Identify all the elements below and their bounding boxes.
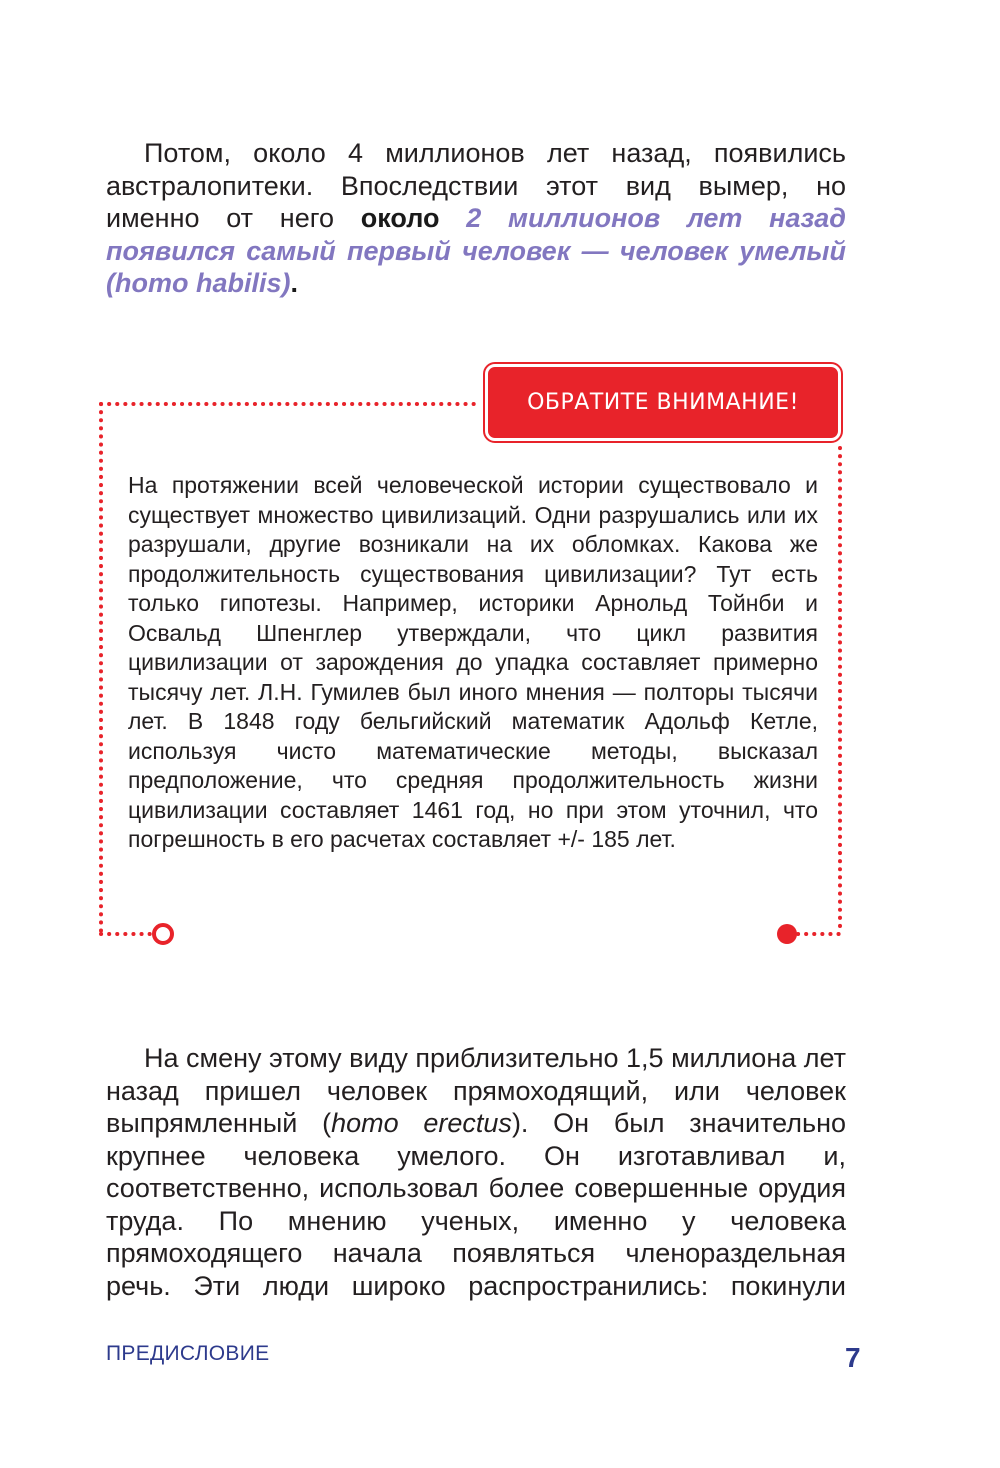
highlighted-fact: 2 миллионов лет назад появился самый первый человек — человек умелый (homo habilis) bbox=[106, 203, 846, 298]
paragraph-australopithecus bbox=[106, 137, 846, 300]
dot-marker bbox=[777, 924, 797, 944]
paragraph-text: На смену этому виду приблизительно 1,5 миллиона лет назад пришел человек прямоходящий, или человек выпрямленный ( bbox=[106, 1043, 846, 1138]
footer-section-title: ПРЕДИСЛОВИЕ bbox=[106, 1342, 270, 1365]
callout-title-badge bbox=[485, 364, 841, 441]
italic-term: homo erectus bbox=[331, 1108, 512, 1138]
ring-marker bbox=[154, 925, 172, 943]
callout-text: На протяжении всей человеческой истории существовало и существует множество цивилизаций. Одни разрушались или их разрушали, другие возникали на их обломках. Какова же продолжительность существования цивилизации? Тут есть только гипотезы. Например, историки Арнольд Тойнби и Освальд Шпенглер утверждали, что цикл развития цивилизации от зарождения до упадка составляет примерно тысячу лет. Л.Н. Гумилев был иного мнения — полторы тысячи лет. В 1848 году бельгийский математик Адольф Кетле, используя чисто математические методы, высказал предположение, что средняя продолжительность жизни цивилизации составляет 1461 год, но при этом уточнил, что погрешность в его расчетах составляет +/- 185 лет. bbox=[128, 472, 818, 852]
paragraph-text-end: ). Он был значительно крупнее человека умелого. Он изготавливал и, соответственно, использовал более совершенные орудия труда. По мнению ученых, именно у человека прямоходящего начала появляться членораздельная речь. Эти люди широко распространились: покинули bbox=[106, 1108, 847, 1301]
paragraph-homo-erectus bbox=[106, 1042, 846, 1302]
paragraph-end: . bbox=[290, 268, 299, 298]
page-number: 7 bbox=[845, 1342, 861, 1373]
bold-term: около bbox=[360, 203, 440, 233]
paragraph-text: Потом, около 4 миллионов лет назад, появились австралопитеки. Впоследствии этот вид вымер, но именно от него bbox=[106, 138, 846, 233]
callout-title: ОБРАТИТЕ ВНИМАНИЕ! bbox=[527, 390, 799, 415]
